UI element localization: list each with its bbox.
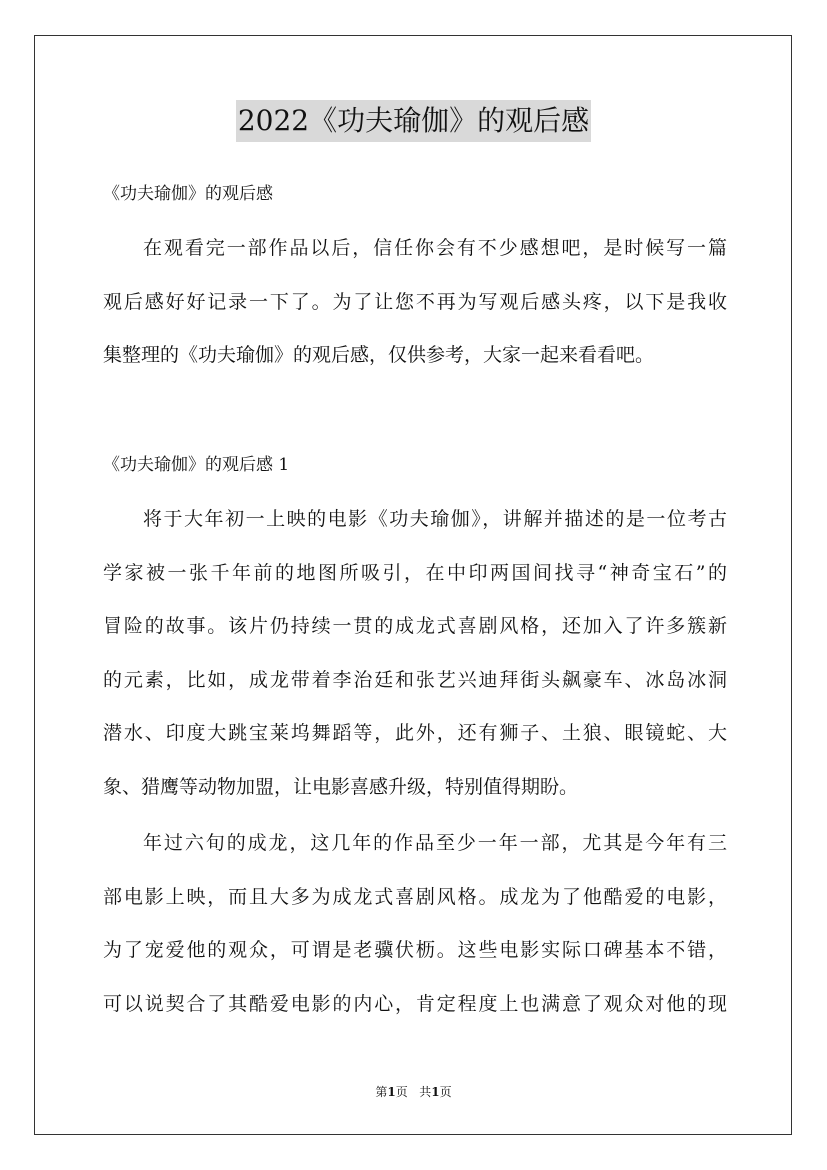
- paragraph-line: 部电影上映，而且大多为成龙式喜剧风格。成龙为了他酷爱的电影，: [103, 885, 727, 908]
- page-footer: [0, 1083, 827, 1101]
- page-label-prefix: 第: [375, 1085, 388, 1099]
- intro-paragraph: [103, 236, 727, 397]
- paragraph-line: 冒险的故事。该片仍持续一贯的成龙式喜剧风格，还加入了许多簇新: [103, 615, 727, 637]
- paragraph-line: 象、猎鹰等动物加盟，让电影喜感升级，特别值得期盼。: [103, 775, 579, 798]
- paragraph-line: 在观看完一部作品以后，信任你会有不少感想吧，是时候写一篇: [143, 237, 727, 259]
- body-paragraph-2: [103, 831, 727, 1045]
- section-heading: 《功夫瑜伽》的观后感: [103, 184, 273, 204]
- paragraph-line: 可以说契合了其酷爱电影的内心，肯定程度上也满意了观众对他的现: [103, 992, 727, 1015]
- paragraph-line: 将于大年初一上映的电影《功夫瑜伽》，讲解并描述的是一位考古: [143, 508, 727, 530]
- paragraph-line: 的元素，比如，成龙带着李治廷和张艺兴迪拜街头飙豪车、冰岛冰洞: [103, 668, 727, 691]
- page-number: 1: [387, 1085, 396, 1099]
- total-pages: 1: [431, 1085, 440, 1099]
- document-title: 2022《功夫瑜伽》的观后感: [236, 100, 591, 142]
- paragraph-line: 集整理的《功夫瑜伽》的观后感，仅供参考，大家一起来看看吧。: [103, 344, 655, 366]
- paragraph-line: 年过六旬的成龙，这几年的作品至少一年一部，尤其是今年有三: [143, 832, 727, 854]
- body-paragraph-1: [103, 507, 727, 828]
- paragraph-line: 为了宠爱他的观众，可谓是老骥伏枥。这些电影实际口碑基本不错，: [103, 939, 727, 961]
- total-label-prefix: 共: [419, 1085, 432, 1099]
- title-container: [0, 100, 827, 142]
- paragraph-line: 潜水、印度大跳宝莱坞舞蹈等，此外，还有狮子、土狼、眼镜蛇、大: [103, 722, 727, 744]
- paragraph-line: 观后感好好记录一下了。为了让您不再为写观后感头疼，以下是我收: [103, 290, 727, 313]
- page-label-suffix: 页: [395, 1085, 408, 1099]
- total-label-suffix: 页: [439, 1085, 452, 1099]
- section-heading-1: 《功夫瑜伽》的观后感 1: [103, 455, 290, 475]
- paragraph-line: 学家被一张千年前的地图所吸引，在中印两国间找寻“神奇宝石”的: [103, 561, 727, 584]
